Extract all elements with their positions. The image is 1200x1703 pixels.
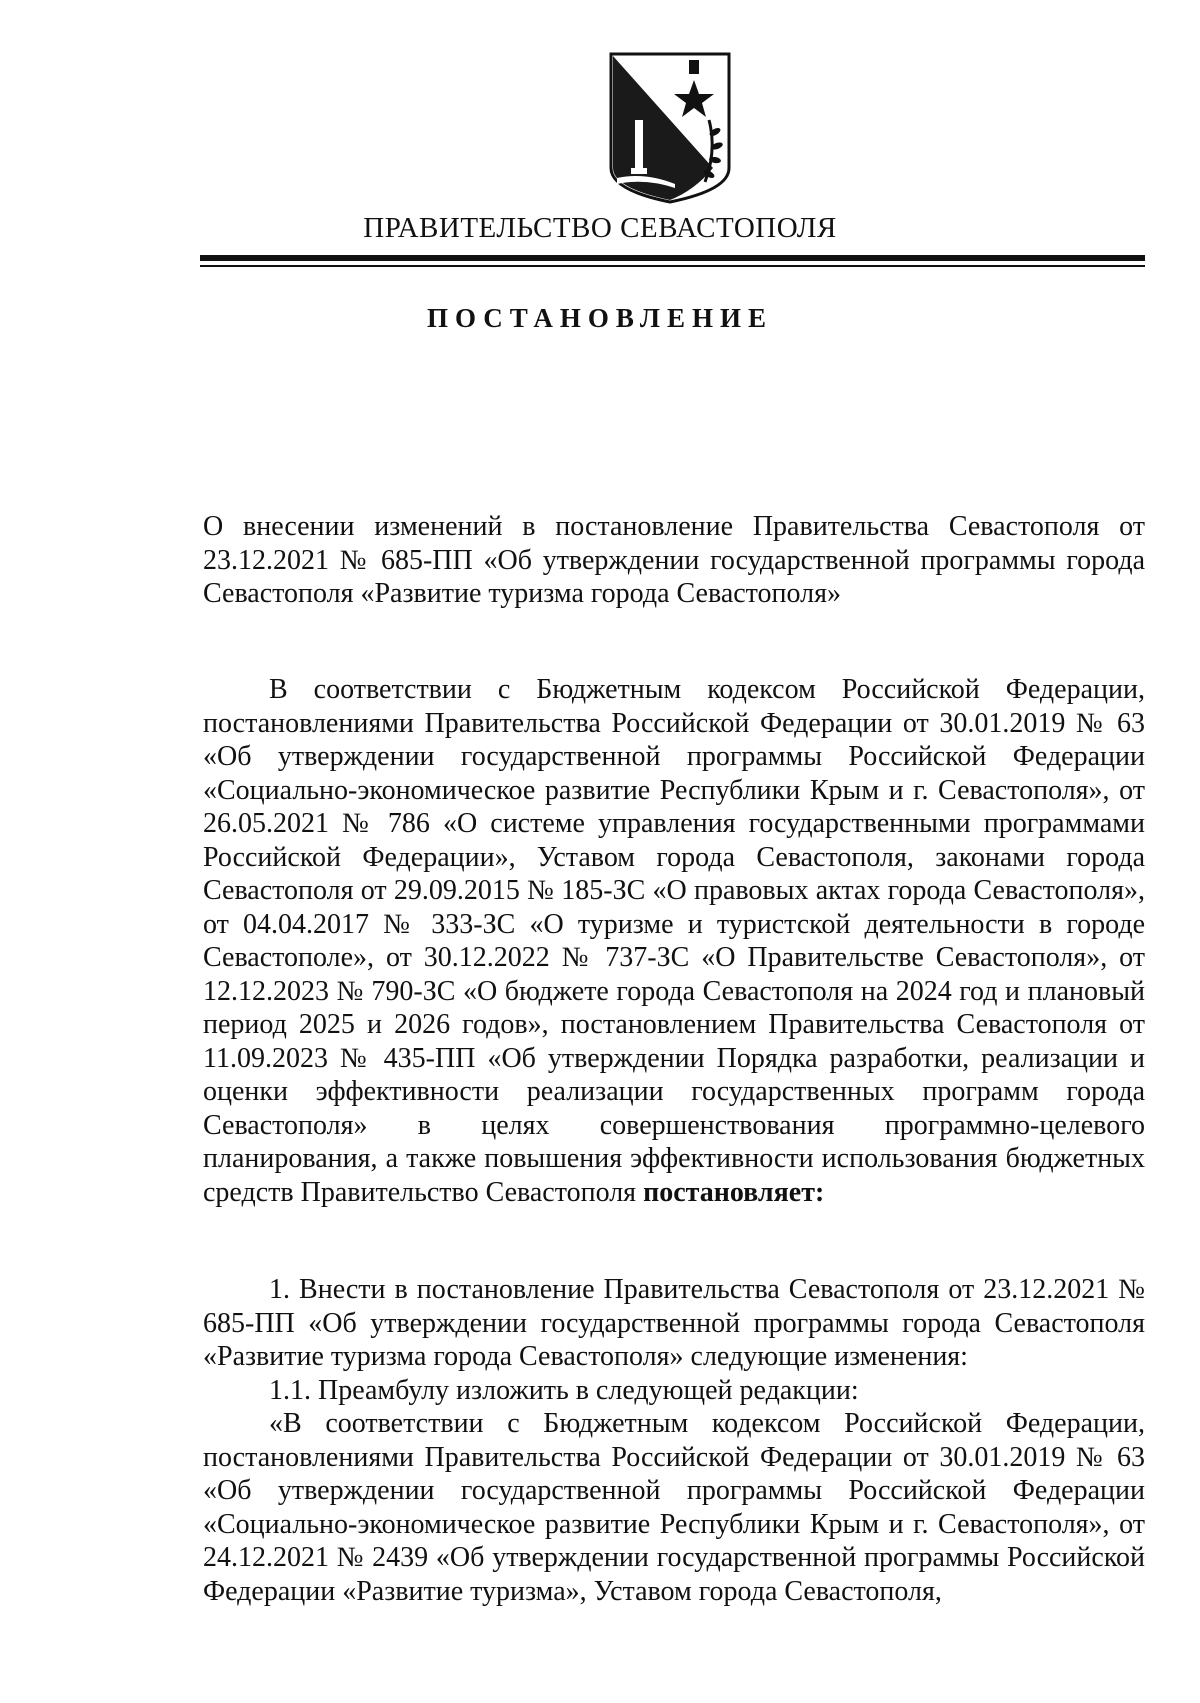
- document-subject: [203, 510, 1145, 611]
- document-clauses: [203, 1273, 1145, 1608]
- document-preamble: [203, 673, 1145, 1209]
- clause-quote: «В соответствии с Бюджетным кодексом Российской Федерации, постановлениями Правительства Российской Федерации от 30.01.2019 № 63 «Об утверждении государственной программы Российской Федерации «Социально-экономическое развитие Республики Крым и г. Севастополя», от 24.12.2021 № 2439 «Об утверждении государственной программы Российской Федерации «Развитие туризма», Уставом города Севастополя,: [203, 1408, 1145, 1607]
- document-type: ПОСТАНОВЛЕНИЕ: [426, 303, 774, 333]
- organization-title: ПРАВИТЕЛЬСТВО СЕВАСТОПОЛЯ: [363, 212, 837, 244]
- header-divider-thin: [200, 265, 1145, 267]
- header-divider-thick: [200, 255, 1145, 261]
- clause-1: 1. Внести в постановление Правительства Севастополя от 23.12.2021 № 685-ПП «Об утверждении государственной программы города Севастополя «Развитие туризма города Севастополя» следующие изменения:: [203, 1274, 1145, 1372]
- preamble-paragraph: [203, 673, 1145, 1209]
- preamble-text: В соответствии с Бюджетным кодексом Российской Федерации, постановлениями Правительства Российской Федерации от 30.01.2019 № 63 «Об утверждении государственной программы Российской Федерации «Социально-экономическое развитие Республики Крым и г. Севастополя», от 26.05.2021 № 786 «О системе управления государственными программами Российской Федерации», Уставом города Севастополя, законами города Севастополя от 29.09.2015 № 185-ЗС «О правовых актах города Севастополя», от 04.04.2017 № 333-ЗС «О туризме и туристской деятельности в городе Севастополе», от 30.12.2022 № 737-ЗС «О Правительстве Севастополя», от 12.12.2023 № 790-ЗС «О бюджете города Севастополя на 2024 год и плановый период 2025 и 2026 годов», постановлением Правительства Севастополя от 11.09.2023 № 435-ПП «Об утверждении Порядка разработки, реализации и оценки эффективности реализации государственных программ города Севастополя» в целях совершенствования программно-целевого планирования, а также повышения эффективности использования бюджетных средств Правительство Севастополя: [203, 674, 1145, 1208]
- subject-text: О внесении изменений в постановление Правительства Севастополя от 23.12.2021 № 685-ПП «Об утверждении государственной программы города Севастополя «Развитие туризма города Севастополя»: [203, 511, 1145, 609]
- resolves-word: постановляет:: [643, 1176, 825, 1208]
- clause-1-1: 1.1. Преамбулу изложить в следующей редакции:: [269, 1374, 859, 1406]
- sevastopol-coat-of-arms-icon: [605, 50, 735, 205]
